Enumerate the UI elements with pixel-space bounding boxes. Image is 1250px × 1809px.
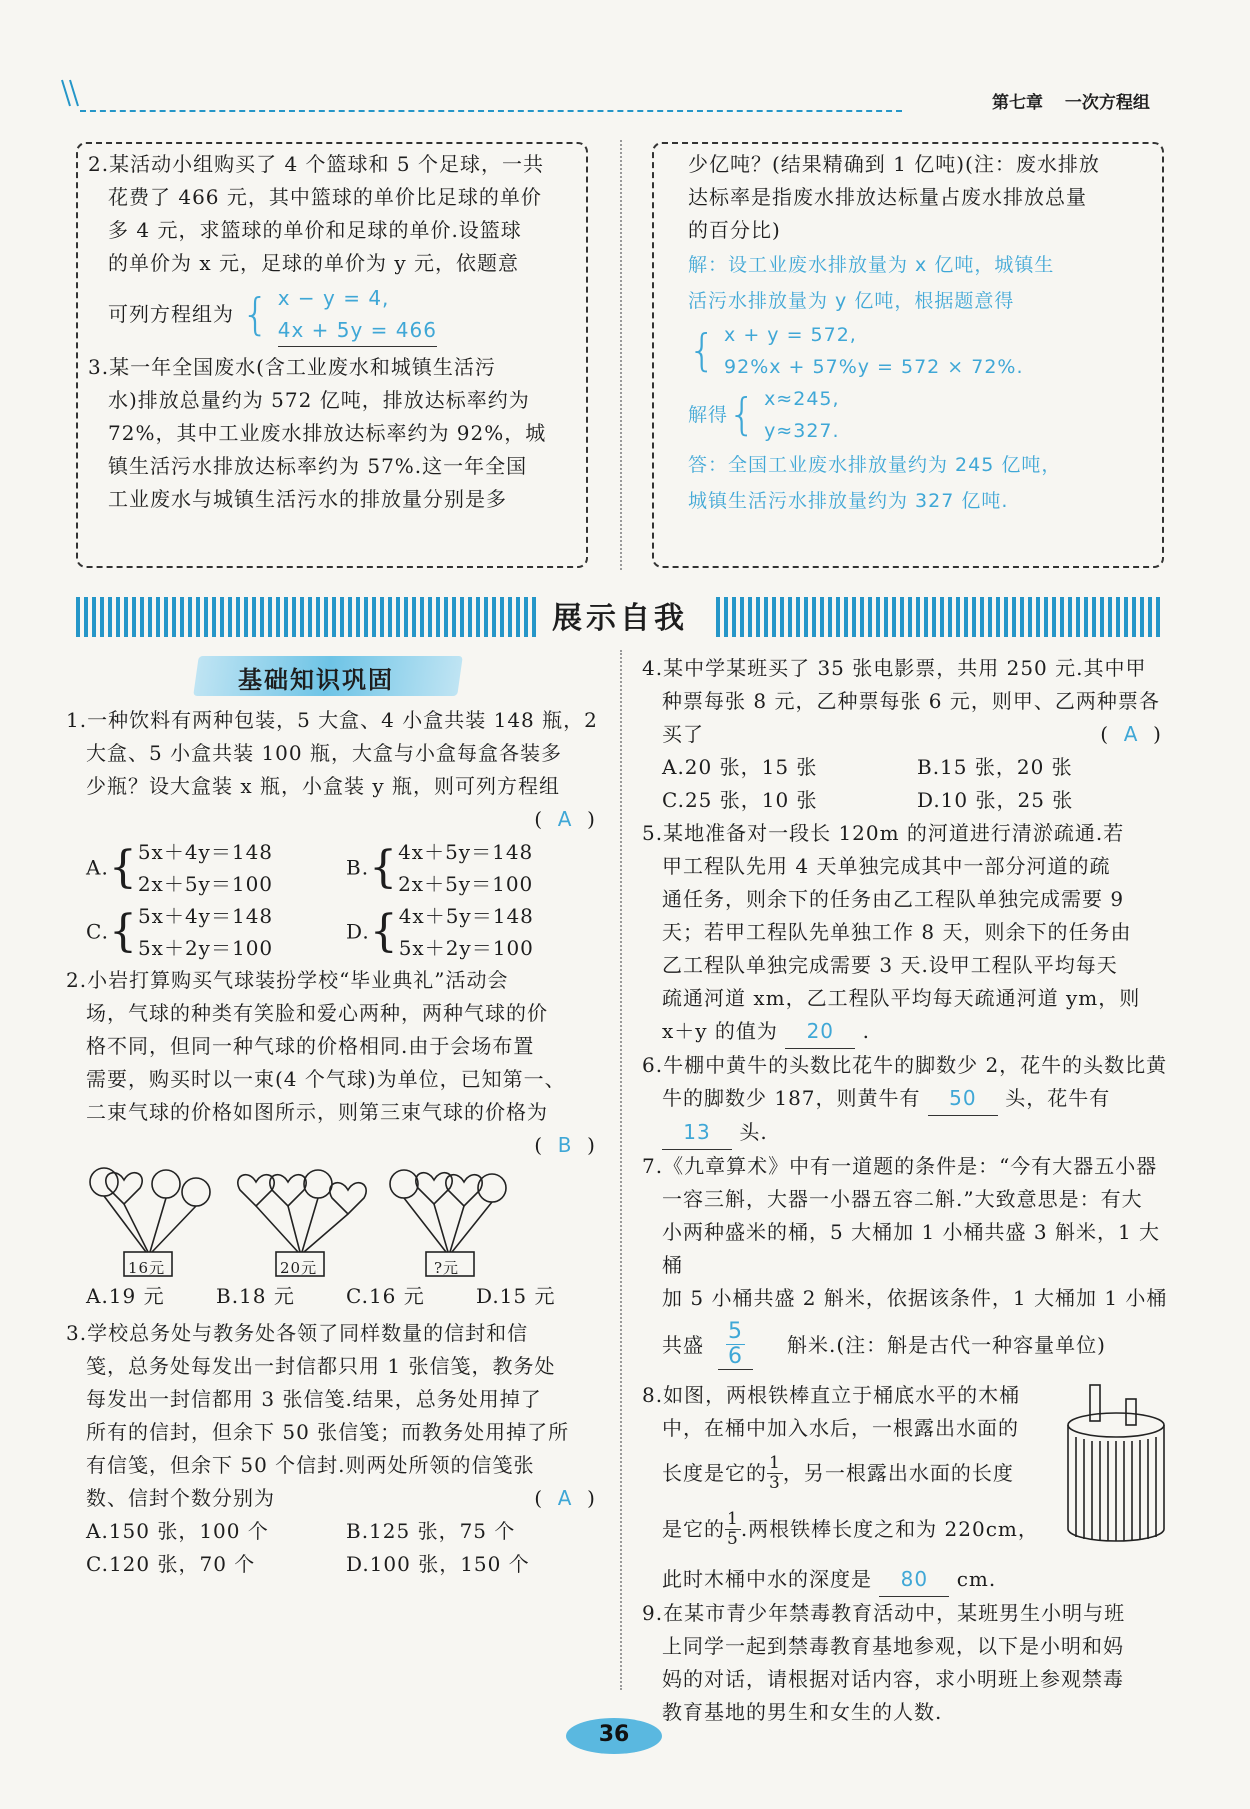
q2-eq2: 4x + 5y = 466 <box>278 314 437 347</box>
top-right-content <box>688 148 1158 519</box>
column-divider <box>620 650 622 1690</box>
answer-line: 城镇生活污水排放量约为 327 亿吨. <box>688 490 1009 512</box>
q4-option-b: B.15 张，20 张 <box>917 755 1073 779</box>
sys2-eq1: x≈245, <box>764 388 840 410</box>
q8-f1-num: 1 <box>769 1452 781 1473</box>
q1-line: 少瓶？设大盒装 x 瓶，小盒装 y 瓶，则可列方程组 <box>86 774 561 798</box>
q3-line: 72%，其中工业废水排放达标率约为 92%，城 <box>108 421 547 445</box>
q3-option-d: D.100 张，150 个 <box>346 1552 530 1576</box>
q8-row5 <box>642 1563 1172 1597</box>
price-tag-1: 16元 <box>128 1259 166 1277</box>
q2-option-a: A.19 元 <box>86 1284 165 1308</box>
q3b-line: 每发出一封信都用 3 张信笺.结果，总务处用掉了 <box>86 1387 542 1411</box>
q8-l3b: ，另一根露出水面的长度 <box>782 1460 1014 1485</box>
q2-line: 2.某活动小组购买了 4 个篮球和 5 个足球，一共 <box>88 152 544 176</box>
sys1-eq2: 92%x + 57%y = 572 × 72%. <box>724 356 1024 378</box>
q8-line: 中，在桶中加入水后，一根露出水面的 <box>662 1416 1019 1440</box>
balloon-figure <box>66 1162 606 1280</box>
q8-l4a: 是它的 <box>662 1516 725 1541</box>
sub-banner-title: 基础知识巩固 <box>238 666 394 694</box>
q8-f1-den: 3 <box>769 1472 781 1493</box>
q1-line: 大盒、5 小盒共装 100 瓶，大盒与小盒每盒各装多 <box>86 741 562 765</box>
left-column <box>66 704 606 1581</box>
q4-line: 种票每张 8 元，乙种票每张 6 元，则甲、乙两种票各 <box>662 689 1160 713</box>
price-tag-2: 20元 <box>280 1259 318 1277</box>
q6-mid: 头，花牛有 <box>1005 1086 1111 1110</box>
q8-fraction-1 <box>767 1454 783 1492</box>
q8-l5b: cm. <box>956 1567 997 1591</box>
q7-line: 加 5 小桶共盛 2 斛米，依据该条件，1 大桶加 1 小桶 <box>662 1286 1168 1310</box>
top-left-content <box>88 148 578 516</box>
q8-l5a: 此时木桶中水的深度是 <box>662 1567 872 1591</box>
q1-options-row1 <box>66 836 606 900</box>
q9-line: 上同学一起到禁毒教育基地参观，以下是小明和妈 <box>662 1634 1124 1658</box>
chapter-number: 第七章 <box>992 93 1043 113</box>
q2-option-b: B.18 元 <box>216 1284 295 1308</box>
q7-fill-row <box>642 1315 1172 1375</box>
q3b-line: 有信笺，但余下 50 个信封.则两处所领的信笺张 <box>86 1453 535 1477</box>
q2b-line: 格不同，但同一种气球的价格相同.由于会场布置 <box>86 1034 535 1058</box>
q3-cont-line: 达标率是指废水排放达标量占废水排放总量 <box>688 185 1087 209</box>
q4-answer: A <box>1123 722 1139 746</box>
q5-suffix: . <box>862 1019 871 1043</box>
chapter-title <box>992 88 1150 113</box>
q6-answer-2: 13 <box>662 1116 732 1150</box>
banner-title: 展示自我 <box>552 601 688 636</box>
q6-line: 6.牛棚中黄牛的头数比花牛的脚数少 2，花牛的头数比黄 <box>642 1053 1168 1077</box>
q1-option-c: C.{ 5x＋4y＝148 5x＋2y＝100 <box>86 900 346 964</box>
q1-d-eq2: 5x＋2y＝100 <box>398 936 534 960</box>
q3-answer: A <box>557 1486 573 1510</box>
q3-cont-line: 少亿吨？(结果精确到 1 亿吨)(注：废水排放 <box>688 152 1100 176</box>
q2-answer: B <box>557 1133 573 1157</box>
q1-c-eq1: 5x＋4y＝148 <box>137 904 274 928</box>
q8-l4b: .两根铁棒长度之和为 220cm， <box>740 1516 1039 1541</box>
q5-line: 乙工程队单独完成需要 3 天.设甲工程队平均每天 <box>662 953 1118 977</box>
q1-answer-paren: ( A ) <box>534 807 596 831</box>
q2b-line: 二束气球的价格如图所示，则第三束气球的价格为 <box>86 1100 548 1124</box>
q8-f2-num: 1 <box>727 1508 739 1529</box>
q7-prefix: 共盛 <box>662 1332 704 1357</box>
q5-line: 疏通河道 xm，乙工程队平均每天疏通河道 ym，则 <box>662 986 1141 1010</box>
q4-options-row2 <box>642 784 1172 817</box>
q4-option-d: D.10 张，25 张 <box>917 788 1074 812</box>
q3b-line: 所有的信封，但余下 50 张信笺；而教务处用掉了所 <box>86 1420 570 1444</box>
q7-suffix: 斛米.(注：斛是古代一种容量单位) <box>787 1332 1106 1357</box>
q3-line: 3.某一年全国废水(含工业废水和城镇生活污 <box>88 355 496 379</box>
q4-last-row <box>642 718 1172 751</box>
q4-last: 买了 <box>662 722 704 746</box>
q3-option-c: C.120 张，70 个 <box>86 1552 256 1576</box>
q3-line: 水)排放总量约为 572 亿吨，排放达标率约为 <box>108 388 530 412</box>
q8-fraction-2 <box>725 1510 741 1548</box>
q4-options-row1 <box>642 751 1172 784</box>
q2b-line: 2.小岩打算购买气球装扮学校“毕业典礼”活动会 <box>66 968 509 992</box>
q2-answer-paren: ( B ) <box>534 1133 596 1157</box>
q5-answer: 20 <box>785 1015 855 1049</box>
q3b-line: 3.学校总务处与教务处各领了同样数量的信封和信 <box>66 1321 529 1345</box>
q2-option-c: C.16 元 <box>346 1284 425 1308</box>
header-slashes <box>58 78 82 108</box>
q8-l3a: 长度是它的 <box>662 1460 767 1485</box>
q2-line: 的单价为 x 元，足球的单价为 y 元，依题意 <box>108 251 520 275</box>
q1-line: 1.一种饮料有两种包装，5 大盒、4 小盒共装 148 瓶，2 <box>66 708 598 732</box>
q4-option-a: A.20 张，15 张 <box>662 755 818 779</box>
q1-a-eq1: 5x＋4y＝148 <box>137 840 274 864</box>
q9-line: 妈的对话，请根据对话内容，求小明班上参观禁毒 <box>662 1667 1124 1691</box>
q1-c-eq2: 5x＋2y＝100 <box>137 936 274 960</box>
q3-cont-line: 的百分比) <box>688 218 781 242</box>
header-rule <box>80 110 902 112</box>
answer-line: 答：全国工业废水排放量约为 245 亿吨， <box>688 454 1062 476</box>
q6-fill-row <box>642 1082 1172 1150</box>
right-column <box>642 652 1172 1729</box>
q5-line: 天；若甲工程队先单独工作 8 天，则余下的任务由 <box>662 920 1132 944</box>
q4-option-c: C.25 张，10 张 <box>662 788 818 812</box>
q2-brace: { <box>241 288 271 340</box>
q2-answer-system <box>278 282 437 347</box>
q3-last-row <box>66 1482 606 1515</box>
q3-line: 镇生活污水排放达标率约为 57%.这一年全国 <box>108 454 528 478</box>
solve-label: 解得 <box>688 404 729 426</box>
q9-line: 教育基地的男生和女生的人数. <box>662 1700 943 1724</box>
sys2-eq2: y≈327. <box>764 420 840 442</box>
system-1: { x + y = 572, 92%x + 57%y = 572 × 72%. <box>688 319 1158 383</box>
q3b-line: 笺，总务处每发出一封信都只用 1 张信笺，教务处 <box>86 1354 556 1378</box>
price-tag-3: ?元 <box>434 1259 460 1277</box>
q9-line: 9.在某市青少年禁毒教育活动中，某班男生小明与班 <box>642 1601 1126 1625</box>
q7-answer-num: 5 <box>728 1318 743 1344</box>
q8-f2-den: 5 <box>727 1528 739 1549</box>
solution-line: 活污水排放量为 y 亿吨，根据题意得 <box>688 290 1015 312</box>
q6-text2: 牛的脚数少 187，则黄牛有 <box>662 1086 921 1110</box>
q1-option-b: B.{ 4x＋5y＝148 2x＋5y＝100 <box>346 836 606 900</box>
q7-line: 7.《九章算术》中有一道题的条件是：“今有大器五小器 <box>642 1154 1158 1178</box>
q3-answer-paren: ( A ) <box>534 1486 596 1510</box>
q1-b-eq2: 2x＋5y＝100 <box>398 872 534 896</box>
q8-answer: 80 <box>879 1563 949 1597</box>
chapter-topic: 一次方程组 <box>1064 93 1150 113</box>
banner-stripe-right <box>716 597 1162 637</box>
q3-last: 数、信封个数分别为 <box>86 1486 275 1510</box>
q2-line: 多 4 元，求篮球的单价和足球的单价.设篮球 <box>108 218 522 242</box>
q2b-line: 场，气球的种类有笑脸和爱心两种，两种气球的价 <box>86 1001 548 1025</box>
q7-line: 小两种盛米的桶，5 大桶加 1 小桶共盛 3 斛米，1 大桶 <box>662 1220 1161 1277</box>
q1-option-d: D.{ 4x＋5y＝148 5x＋2y＝100 <box>346 900 606 964</box>
q3-line: 工业废水与城镇生活污水的排放量分别是多 <box>108 487 507 511</box>
q3-options-row1 <box>66 1515 606 1548</box>
q2b-line: 需要，购买时以一束(4 个气球)为单位，已知第一、 <box>86 1067 566 1091</box>
q1-a-eq2: 2x＋5y＝100 <box>137 872 274 896</box>
q5-line: 甲工程队先用 4 天单独完成其中一部分河道的疏 <box>662 854 1111 878</box>
page-number: 36 <box>598 1722 630 1747</box>
q3-option-a: A.150 张，100 个 <box>86 1519 269 1543</box>
q1-d-eq1: 4x＋5y＝148 <box>398 904 534 928</box>
q1-b-eq1: 4x＋5y＝148 <box>398 840 534 864</box>
q1-answer: A <box>557 807 573 831</box>
q5-line: 通任务，则余下的任务由乙工程队单独完成需要 9 <box>662 887 1125 911</box>
q7-answer-fraction <box>718 1320 753 1370</box>
q2-eq1: x − y = 4, <box>277 286 390 310</box>
q5-line: 5.某地准备对一段长 120m 的河道进行清淤疏通.若 <box>642 821 1125 845</box>
column-divider <box>620 140 622 570</box>
sys1-eq1: x + y = 572, <box>724 324 857 346</box>
system-2: 解得{ x≈245, y≈327. <box>688 383 1158 447</box>
q3-option-b: B.125 张，75 个 <box>346 1519 516 1543</box>
q8-block <box>642 1379 1172 1597</box>
q2-option-d: D.15 元 <box>476 1284 556 1308</box>
q6-end: 头. <box>739 1120 768 1144</box>
q1-option-a: A.{ 5x＋4y＝148 2x＋5y＝100 <box>86 836 346 900</box>
q1-options-row2 <box>66 900 606 964</box>
q2-prompt: 可列方程组为 <box>108 302 234 326</box>
q5-prefix: x＋y 的值为 <box>662 1019 778 1043</box>
q8-line: 8.如图，两根铁棒直立于桶底水平的木桶 <box>642 1383 1021 1407</box>
q7-answer-den: 6 <box>728 1344 743 1369</box>
solution-line: 解：设工业废水排放量为 x 亿吨，城镇生 <box>688 254 1055 276</box>
banner-stripe-left <box>76 597 536 637</box>
q5-fill-row <box>642 1015 1172 1049</box>
q4-answer-paren: ( A ) <box>1100 722 1162 746</box>
solution <box>688 247 1158 519</box>
barrel-figure <box>1060 1379 1172 1543</box>
q6-answer-1: 50 <box>928 1082 998 1116</box>
q7-line: 一容三斛，大器一小器五容二斛.”大致意思是：有大 <box>662 1187 1143 1211</box>
q2-line: 花费了 466 元，其中篮球的单价比足球的单价 <box>108 185 542 209</box>
q3-options-row2 <box>66 1548 606 1581</box>
q4-line: 4.某中学某班买了 35 张电影票，共用 250 元.其中甲 <box>642 656 1147 680</box>
